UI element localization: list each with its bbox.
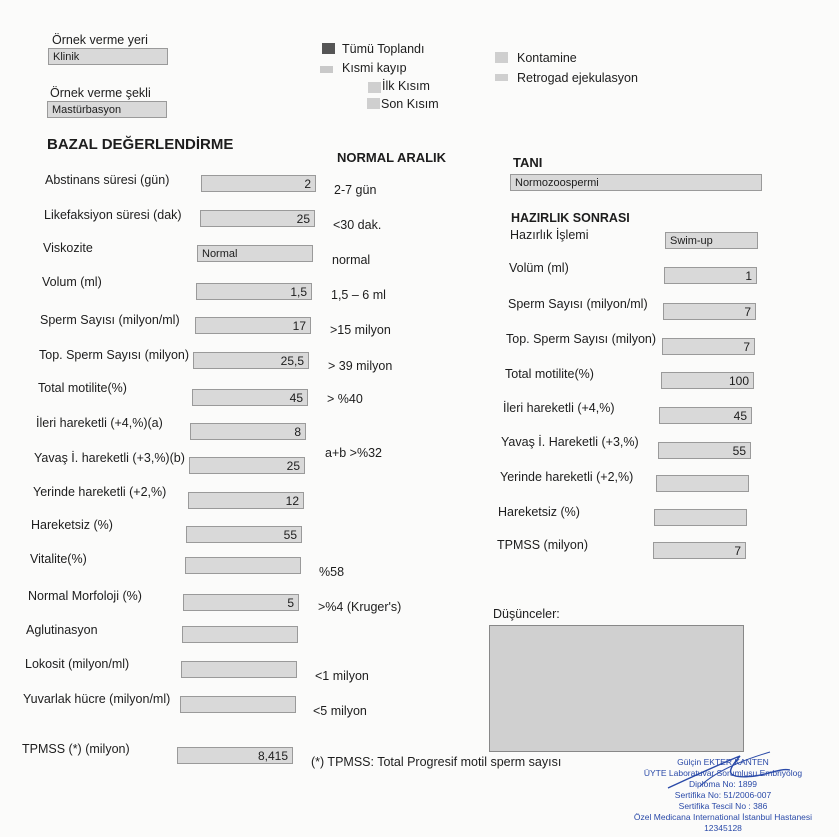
baseline-row-label: Likefaksiyon süresi (dak): [44, 208, 182, 222]
post-row-value[interactable]: 100: [661, 372, 754, 389]
baseline-row-value[interactable]: [180, 696, 296, 713]
ab-normal-range: a+b >%32: [325, 446, 382, 460]
all-collected-checkbox[interactable]: [322, 43, 335, 54]
baseline-row-value[interactable]: 25: [189, 457, 305, 474]
diagnosis-field[interactable]: Normozoospermi: [510, 174, 762, 191]
baseline-row-label: Vitalite(%): [30, 552, 87, 566]
retrograde-label: Retrogad ejekulasyon: [517, 71, 638, 85]
post-row-value[interactable]: 7: [653, 542, 746, 559]
comments-label: Düşünceler:: [493, 607, 560, 621]
baseline-row-label: Yavaş İ. hareketli (+3,%)(b): [34, 451, 185, 465]
tpmss-note: (*) TPMSS: Total Progresif motil sperm sayısı: [311, 755, 562, 769]
contaminated-checkbox[interactable]: [495, 52, 508, 63]
baseline-row-label: Volum (ml): [42, 275, 102, 289]
post-row-label: Sperm Sayısı (milyon/ml): [508, 297, 648, 311]
baseline-row-label: Hareketsiz (%): [31, 518, 113, 532]
baseline-row-label: Yerinde hareketli (+2,%): [33, 485, 167, 499]
baseline-row-normal: <30 dak.: [333, 218, 382, 232]
post-row-label: Total motilite(%): [505, 367, 594, 381]
normal-range-title: NORMAL ARALIK: [337, 150, 447, 165]
baseline-row-label: Top. Sperm Sayısı (milyon): [39, 348, 190, 362]
baseline-row-normal: > 39 milyon: [328, 359, 393, 373]
contaminated-label: Kontamine: [517, 51, 577, 65]
stamp-line: Özel Medicana International İstanbul Hastanesi: [633, 812, 813, 822]
baseline-row-label: Normal Morfoloji (%): [28, 589, 142, 603]
baseline-row-label: Lokosit (milyon/ml): [25, 657, 130, 671]
last-part-checkbox[interactable]: [367, 98, 380, 109]
baseline-row-label: Abstinans süresi (gün): [45, 173, 170, 187]
comments-box[interactable]: [489, 625, 744, 752]
post-row-label: Top. Sperm Sayısı (milyon): [506, 332, 657, 346]
baseline-row-normal: <1 milyon: [315, 669, 369, 683]
stamp-line: ÜYTE Laboratuvar Sorumlusu Embriyolog: [643, 768, 803, 778]
partial-loss-checkbox[interactable]: [320, 66, 333, 73]
stamp-line: Sertifika Tescil No : 386: [678, 801, 768, 811]
baseline-row-value[interactable]: [181, 661, 297, 678]
post-row-value[interactable]: 45: [659, 407, 752, 424]
baseline-row-label: İleri hareketli (+4,%)(a): [36, 416, 163, 430]
stamp-line: Diploma No: 1899: [688, 779, 758, 789]
baseline-row-value[interactable]: [182, 626, 298, 643]
sample-method-label: Örnek verme şekli: [50, 86, 151, 100]
post-row-value[interactable]: 7: [663, 303, 756, 320]
sample-place-label: Örnek verme yeri: [52, 33, 148, 47]
post-row-label: Volüm (ml): [509, 261, 569, 275]
post-row-label: TPMSS (milyon): [497, 538, 588, 552]
baseline-row-normal: 2-7 gün: [334, 183, 377, 197]
post-row-value[interactable]: [654, 509, 747, 526]
diagnosis-title: TANI: [513, 155, 543, 170]
all-collected-label: Tümü Toplandı: [342, 42, 425, 56]
first-part-label: İlk Kısım: [382, 79, 430, 93]
baseline-row-label: Sperm Sayısı (milyon/ml): [40, 313, 180, 327]
sample-place-field[interactable]: Klinik: [48, 48, 168, 65]
post-prep-title: HAZIRLIK SONRASI: [511, 211, 630, 225]
tpmss-label: TPMSS (*) (milyon): [22, 742, 130, 756]
post-row-value[interactable]: [656, 475, 749, 492]
baseline-row-normal: >15 milyon: [330, 323, 391, 337]
baseline-row-value[interactable]: 8: [190, 423, 306, 440]
partial-loss-label: Kısmi kayıp: [342, 61, 407, 75]
baseline-row-normal: %58: [319, 565, 345, 579]
baseline-row-value[interactable]: 25: [200, 210, 315, 227]
baseline-row-label: Yuvarlak hücre (milyon/ml): [23, 692, 171, 706]
baseline-row-value[interactable]: 55: [186, 526, 302, 543]
baseline-row-value[interactable]: 5: [183, 594, 299, 611]
post-row-value[interactable]: 1: [664, 267, 757, 284]
baseline-title: BAZAL DEĞERLENDİRME: [47, 136, 234, 153]
stamp-line: Gülçin EKTER KANTEN: [677, 757, 769, 767]
doctor-stamp: [618, 757, 828, 834]
post-row-value[interactable]: 7: [662, 338, 755, 355]
retrograde-checkbox[interactable]: [495, 74, 508, 81]
baseline-row-normal: normal: [332, 253, 371, 267]
baseline-row-label: Aglutinasyon: [26, 623, 98, 637]
baseline-row-label: Viskozite: [43, 241, 93, 255]
baseline-row-normal: >%4 (Kruger's): [318, 600, 402, 614]
post-row-label: Yerinde hareketli (+2,%): [500, 470, 634, 484]
baseline-row-value[interactable]: 2: [201, 175, 316, 192]
baseline-row-normal: <5 milyon: [313, 704, 367, 718]
stamp-line: 12345128: [704, 823, 742, 833]
baseline-row-value[interactable]: 17: [195, 317, 311, 334]
sample-method-field[interactable]: Mastürbasyon: [47, 101, 167, 118]
tpmss-value[interactable]: 8,415: [177, 747, 293, 764]
stamp-line: Sertifika No: 51/2006-007: [674, 790, 772, 800]
baseline-row-value[interactable]: [185, 557, 301, 574]
post-row-label: Yavaş İ. Hareketli (+3,%): [501, 435, 639, 449]
baseline-row-value[interactable]: Normal: [197, 245, 313, 262]
baseline-row-value[interactable]: 1,5: [196, 283, 312, 300]
baseline-row-label: Total motilite(%): [38, 381, 127, 395]
baseline-row-normal: > %40: [327, 392, 363, 406]
baseline-row-value[interactable]: 25,5: [193, 352, 309, 369]
baseline-row-normal: 1,5 – 6 ml: [331, 288, 386, 302]
first-part-checkbox[interactable]: [368, 82, 381, 93]
post-row-value[interactable]: 55: [658, 442, 751, 459]
post-row-label: Hareketsiz (%): [498, 505, 580, 519]
post-row-label: İleri hareketli (+4,%): [503, 401, 615, 415]
last-part-label: Son Kısım: [381, 97, 439, 111]
baseline-row-value[interactable]: 45: [192, 389, 308, 406]
prep-process-field[interactable]: Swim-up: [665, 232, 758, 249]
baseline-row-value[interactable]: 12: [188, 492, 304, 509]
prep-process-label: Hazırlık İşlemi: [510, 228, 589, 242]
